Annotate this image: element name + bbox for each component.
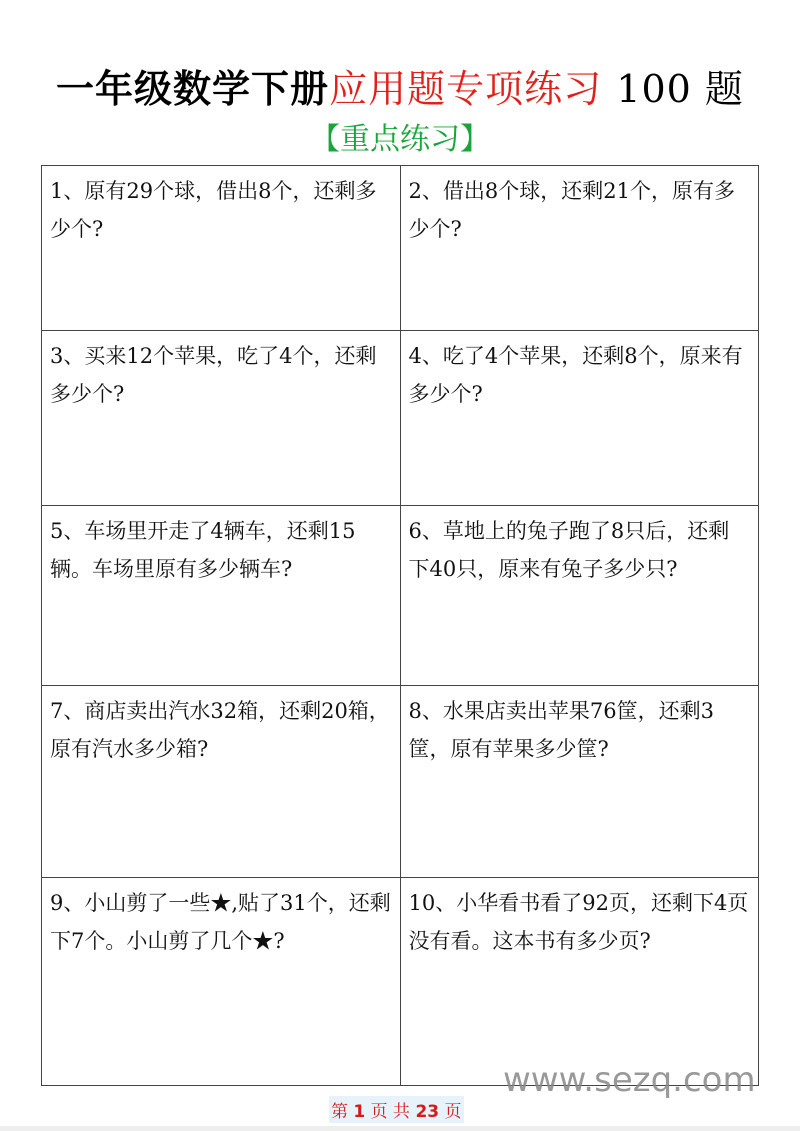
problem-cell: 3、买来12个苹果，吃了4个，还剩多少个? <box>42 331 401 506</box>
problems-table <box>41 165 759 1086</box>
problem-cell: 6、草地上的兔子跑了8只后，还剩下40只，原来有兔子多少只? <box>400 506 759 686</box>
title-black: 一年级数学下册 <box>56 66 330 111</box>
problem-cell: 2、借出8个球，还剩21个，原有多少个? <box>400 166 759 331</box>
page-title <box>0 58 800 113</box>
subtitle: 【重点练习】 <box>310 122 490 157</box>
problem-cell: 10、小华看书看了92页，还剩下4页没有看。这本书有多少页? <box>400 878 759 1086</box>
problem-cell: 4、吃了4个苹果，还剩8个，原来有多少个? <box>400 331 759 506</box>
footer-mid: 页 共 <box>370 1102 411 1122</box>
total-pages: 23 <box>415 1102 440 1122</box>
footer-prefix: 第 <box>331 1102 348 1122</box>
title-count: 100 题 <box>616 67 744 111</box>
problem-cell: 5、车场里开走了4辆车，还剩15辆。车场里原有多少辆车? <box>42 506 401 686</box>
page-footer <box>329 1096 464 1123</box>
watermark: www.sezq.com <box>503 1060 756 1100</box>
problem-cell: 7、商店卖出汽水32箱，还剩20箱，原有汽水多少箱? <box>42 686 401 878</box>
problem-cell: 8、水果店卖出苹果76筐，还剩3筐，原有苹果多少筐? <box>400 686 759 878</box>
current-page: 1 <box>353 1102 366 1122</box>
problem-cell: 1、原有29个球，借出8个，还剩多少个? <box>42 166 401 331</box>
footer-suffix: 页 <box>444 1102 462 1122</box>
title-red: 应用题专项练习 <box>329 67 603 111</box>
bottom-bar <box>0 1126 800 1131</box>
problem-cell: 9、小山剪了一些★,贴了31个，还剩下7个。小山剪了几个★? <box>42 878 401 1086</box>
